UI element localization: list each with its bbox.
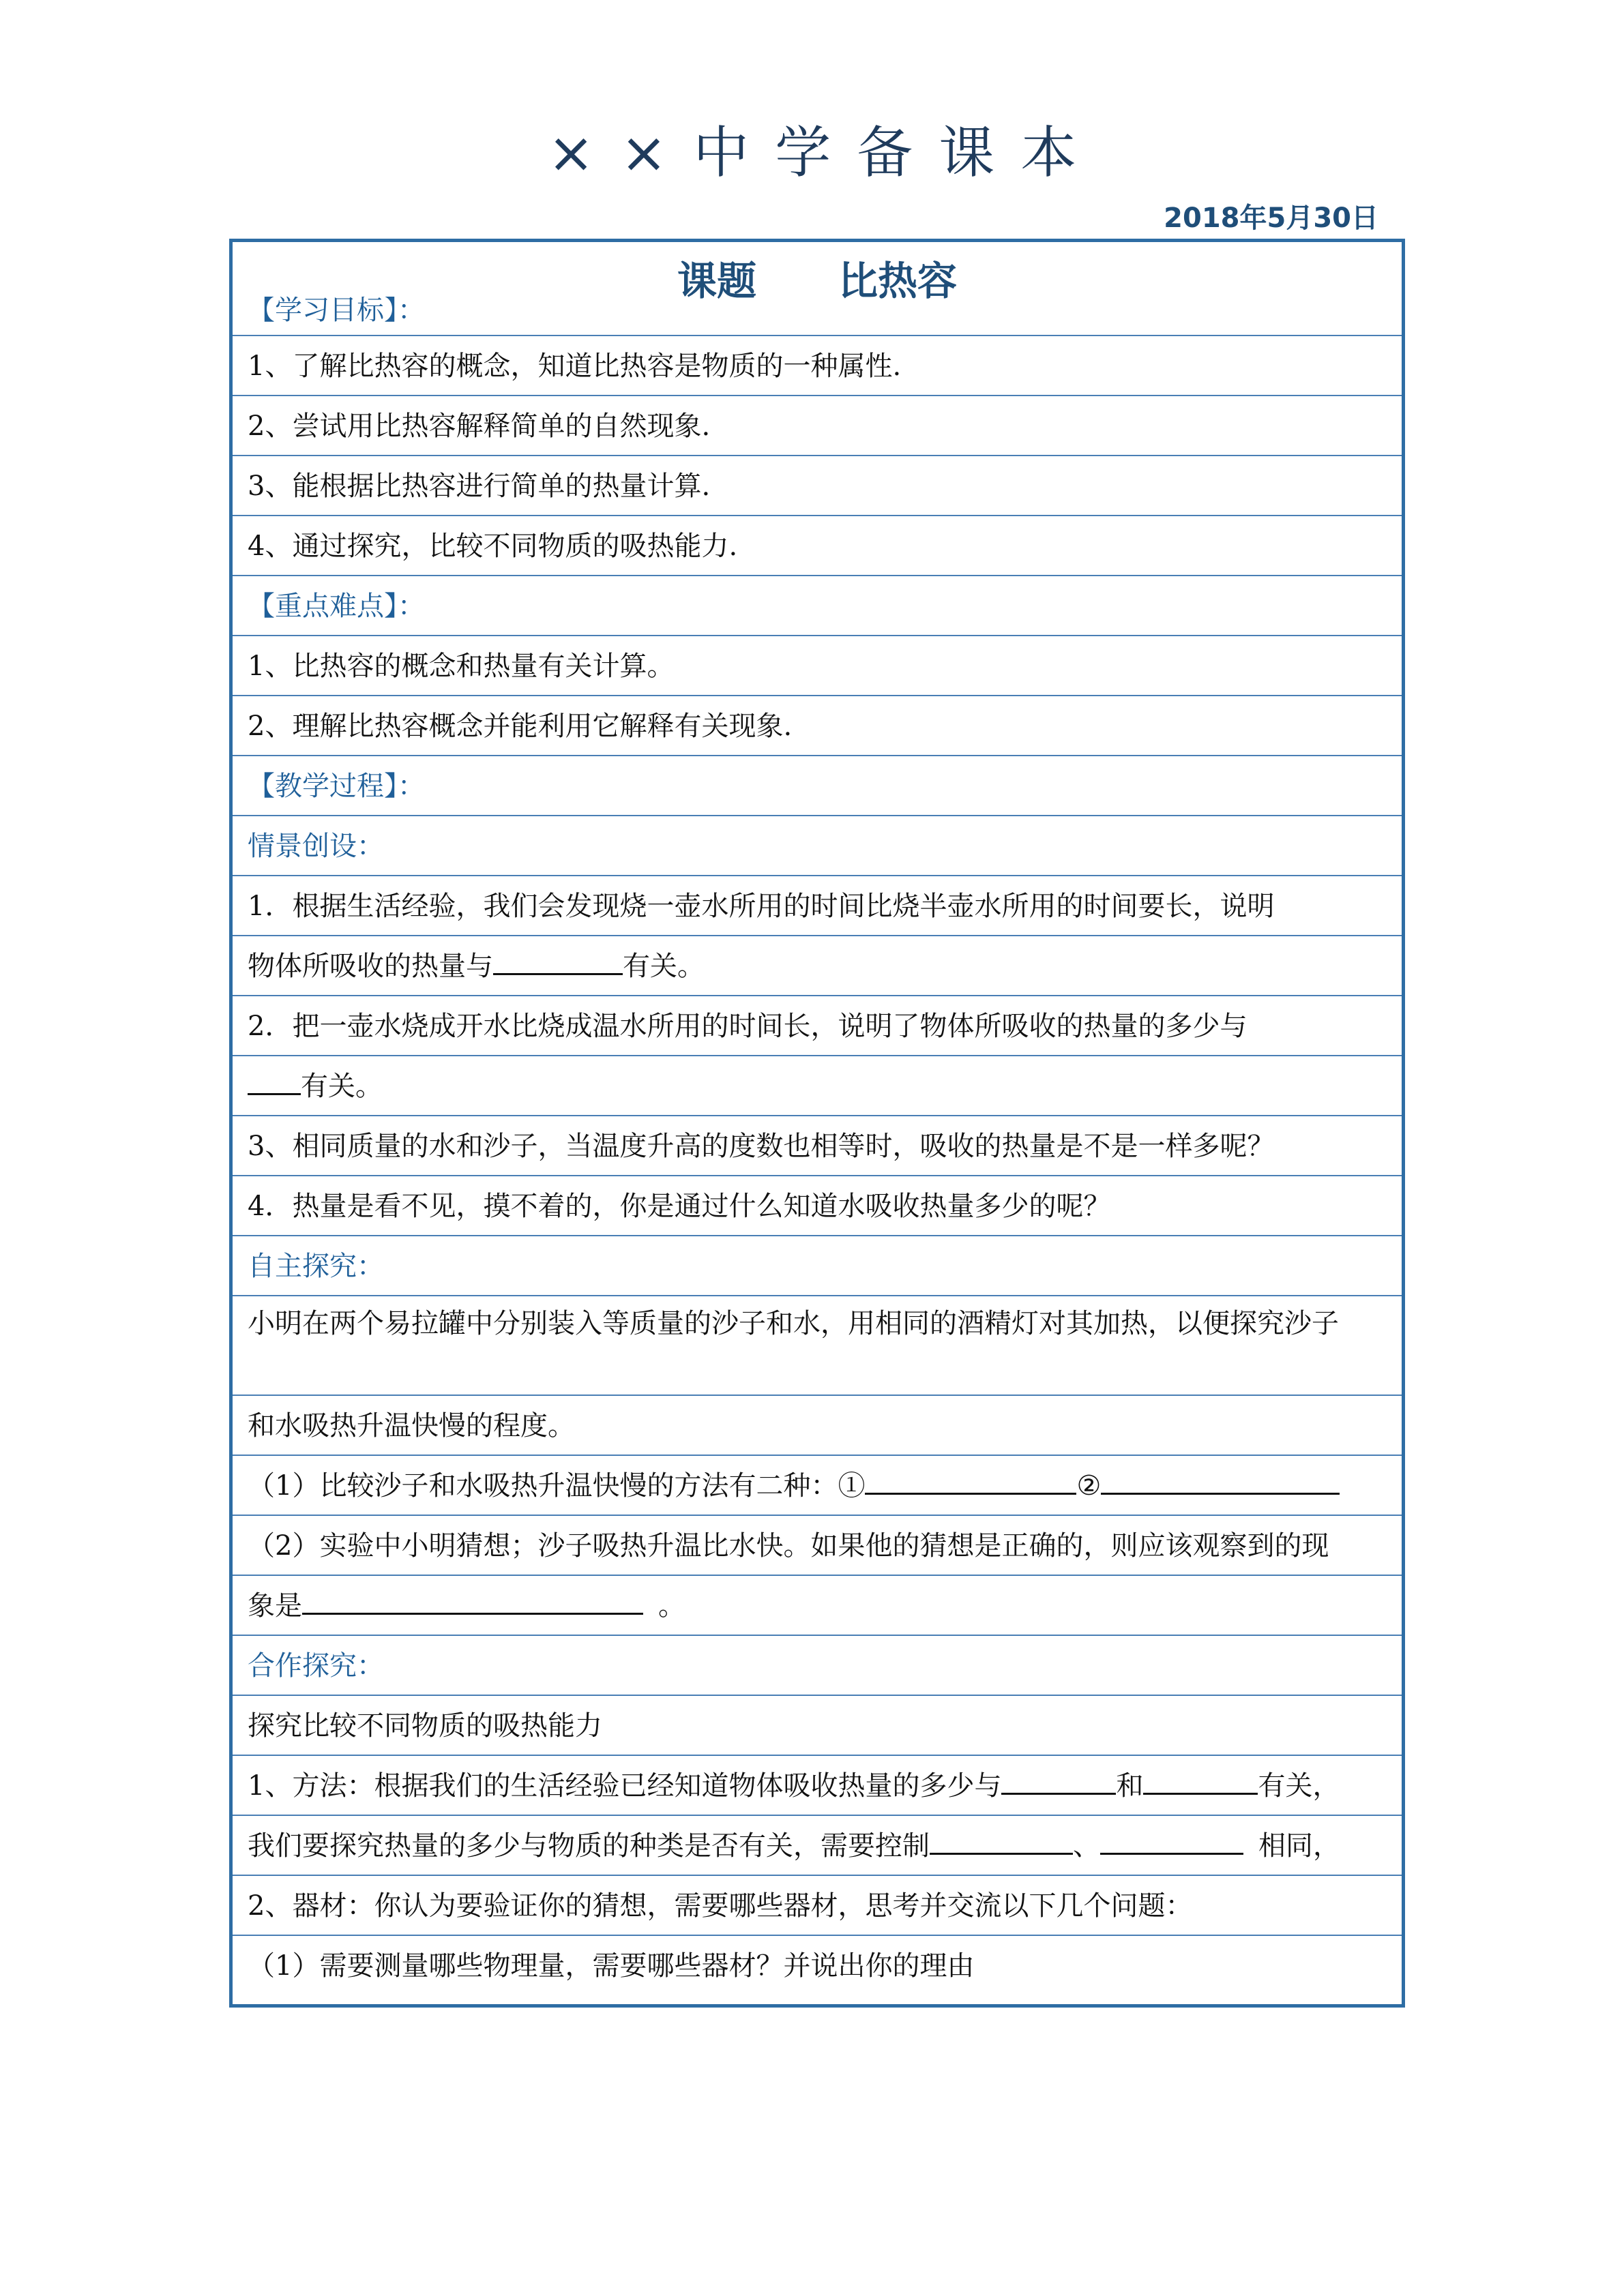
- self-p2: （2）实验中小明猜想；沙子吸热升温比水快。如果他的猜想是正确的，则应该观察到的现: [233, 1516, 1402, 1576]
- scenario-q3: 3、相同质量的水和沙子，当温度升高的度数也相等时，吸收的热量是不是一样多呢？: [233, 1116, 1402, 1176]
- lesson-label: 课题: [677, 258, 756, 304]
- coop-title: 探究比较不同物质的吸热能力: [233, 1696, 1402, 1756]
- coop-m2-pre: 我们要探究热量的多少与物质的种类是否有关，需要控制: [248, 1830, 930, 1862]
- coop-m2-post: 相同，: [1258, 1830, 1340, 1862]
- self-p2-pre: 象是: [248, 1590, 302, 1622]
- objective-item: 1、了解比热容的概念，知道比热容是物质的一种属性.: [233, 336, 1402, 396]
- scenario-q2-line2: [233, 1056, 1402, 1116]
- lesson-topic: 比热容: [838, 258, 958, 304]
- self-p1: [233, 1456, 1402, 1516]
- keypoint-item: 2、理解比热容概念并能利用它解释有关现象.: [233, 696, 1402, 756]
- scenario-q1-post: 有关。: [623, 951, 705, 982]
- coop-m1-post: 有关，: [1258, 1770, 1340, 1802]
- fill-blank[interactable]: [1100, 1825, 1243, 1855]
- self-p2-line2: [233, 1576, 1402, 1636]
- objective-item: 3、能根据比热容进行简单的热量计算.: [233, 456, 1402, 516]
- page-date: 2018年5月30日: [1164, 203, 1378, 234]
- coop-m2: [233, 1816, 1402, 1876]
- fill-blank[interactable]: [1001, 1765, 1116, 1795]
- fill-blank[interactable]: [1143, 1765, 1258, 1795]
- scenario-q1-line1: 1．根据生活经验，我们会发现烧一壶水所用的时间比烧半壶水所用的时间要长，说明: [233, 876, 1402, 936]
- self-intro: 小明在两个易拉罐中分别装入等质量的沙子和水，用相同的酒精灯对其加热，以便探究沙子: [233, 1296, 1402, 1396]
- fill-blank[interactable]: [1101, 1465, 1340, 1495]
- self-p2-post: 。: [658, 1590, 685, 1622]
- scenario-q1-line2: [233, 936, 1402, 996]
- self-p1-pre: （1）比较沙子和水吸热升温快慢的方法有二种：①: [248, 1470, 866, 1502]
- coop-m1: [233, 1756, 1402, 1816]
- objective-item: 4、通过探究，比较不同物质的吸热能力.: [233, 516, 1402, 576]
- scenario-q4: 4．热量是看不见，摸不着的，你是通过什么知道水吸收热量多少的呢？: [233, 1176, 1402, 1236]
- self-p1-mid: ②: [1076, 1470, 1102, 1502]
- coop-m4: （1）需要测量哪些物理量，需要哪些器材？并说出你的理由: [248, 1950, 975, 1982]
- coop-m1-mid: 和: [1116, 1770, 1144, 1802]
- scenario-heading: 情景创设：: [233, 816, 1402, 876]
- objectives-heading: 【学习目标】：: [233, 297, 1402, 336]
- coop-m2-mid: 、: [1073, 1830, 1100, 1862]
- page-title: ××中学备课本: [547, 121, 1103, 185]
- fill-blank[interactable]: [865, 1465, 1076, 1495]
- objective-item: 2、尝试用比热容解释简单的自然现象.: [233, 396, 1402, 456]
- lesson-table: [229, 239, 1405, 2008]
- fill-blank[interactable]: [248, 1066, 301, 1095]
- self-heading: 自主探究：: [233, 1236, 1402, 1296]
- coop-m1-pre: 1、方法：根据我们的生活经验已经知道物体吸收热量的多少与: [248, 1770, 1002, 1802]
- fill-blank[interactable]: [493, 946, 623, 975]
- coop-heading: 合作探究：: [233, 1636, 1402, 1696]
- keypoint-item: 1、比热容的概念和热量有关计算。: [233, 636, 1402, 696]
- scenario-q1-pre: 物体所吸收的热量与: [248, 951, 493, 982]
- fill-blank[interactable]: [302, 1585, 643, 1615]
- coop-m3: 2、器材：你认为要验证你的猜想，需要哪些器材，思考并交流以下几个问题：: [233, 1876, 1402, 1936]
- scenario-q2-line1: 2．把一壶水烧成开水比烧成温水所用的时间长，说明了物体所吸收的热量的多少与: [233, 996, 1402, 1056]
- scenario-q2-post: 有关。: [301, 1071, 383, 1102]
- self-intro-2: 和水吸热升温快慢的程度。: [233, 1396, 1402, 1456]
- process-heading: 【教学过程】：: [233, 756, 1402, 816]
- keypoints-heading: 【重点难点】：: [233, 576, 1402, 636]
- fill-blank[interactable]: [930, 1825, 1073, 1855]
